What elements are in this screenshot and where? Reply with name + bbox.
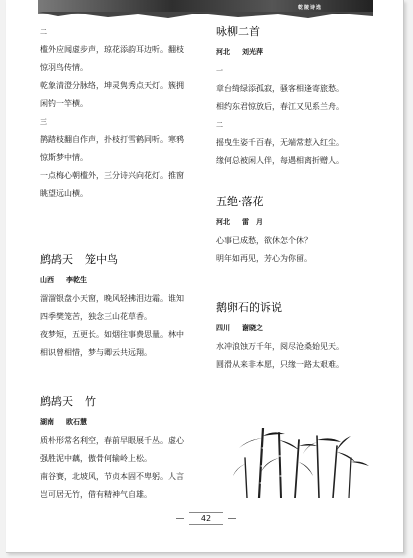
- poem-author: [216, 42, 376, 62]
- poem-line: 溜溜银盘小天窗，晚风轻拂泪边霜。谁知: [40, 294, 184, 303]
- poem-line: 闲钓一竿横。: [40, 99, 88, 108]
- poem-title: 咏柳二首: [216, 25, 260, 38]
- poem-line: 明年如再见，芳心为你留。: [216, 254, 312, 263]
- poem-line: 圆滑从来非本愿，只缘一路太艰难。: [216, 360, 344, 369]
- bamboo-illustration: [229, 428, 375, 498]
- poem-line: 眺望远山横。: [40, 189, 88, 198]
- poem-line: 缘何总被闲人伴，每遇相离折赠人。: [216, 156, 344, 165]
- poem-author: [216, 318, 376, 338]
- page-number-ornament: [228, 518, 236, 519]
- poem-line: 鹊踏枝翻自作声，扑枝打雪鹤同听。寒鸦: [40, 135, 184, 144]
- header-title: 乾陵诗选: [298, 5, 323, 11]
- poem-author: [40, 412, 202, 432]
- poem-title: 鹅卵石的诉说: [216, 301, 282, 314]
- page-number-ornament: [176, 518, 184, 519]
- poem-line: 乾象清澄分脉络，坤灵隽秀点天灯。簇拥: [40, 81, 184, 90]
- author-name: 李乾生: [66, 275, 87, 284]
- right-column: [216, 22, 376, 374]
- poem-title-main: 鹧鸪天: [40, 253, 73, 266]
- stanza-label: 三: [40, 118, 47, 126]
- left-column: [40, 23, 202, 504]
- poem-line: 章台绮绿添孤寂，骚客相逢寄旅愁。: [216, 84, 344, 93]
- stanza-label: 一: [216, 67, 223, 75]
- poem-line: 相约东君惊放后，春江又见系兰舟。: [216, 102, 344, 111]
- poem-author: [216, 212, 376, 232]
- poem-line: 摇曳生姿千百春，无端常惹入红尘。: [216, 138, 344, 147]
- page-number: 42: [189, 512, 223, 525]
- poem-line: 夜梦短，五更长。如烟往事费思量。林中: [40, 330, 184, 339]
- poem-line: 质朴形常名利空，春前早眼展千丛。虚心: [40, 436, 184, 445]
- header-mountain-decoration: [38, 12, 373, 18]
- poem-subtitle: 竹: [85, 395, 96, 408]
- poem-line: 相识曾相惜，梦与卿云共远翔。: [40, 348, 152, 357]
- poem-title: [40, 392, 202, 412]
- poem-line: 岂可居无竹，借有精神气自雄。: [40, 490, 152, 499]
- poem-line: 惊羽鸟传情。: [40, 63, 88, 72]
- poem-title: [216, 192, 376, 212]
- poem-subtitle: 笼中鸟: [85, 253, 118, 266]
- poem-line: 水冲浪蚀万千年，阅尽沧桑始见天。: [216, 342, 344, 351]
- title-dot: ·: [238, 195, 242, 208]
- poem-line: 心事已成愁，欲休怎个休？: [216, 236, 312, 245]
- author-place: 湖南: [40, 417, 54, 426]
- poem-line: 槛外应闻虚步声，琼花添韵耳边听。翻枝: [40, 45, 184, 54]
- author-name: 刘光萍: [242, 47, 263, 56]
- author-place: 河北: [216, 217, 230, 226]
- poem-title-main: 五绝: [216, 195, 238, 208]
- poem-line: 南谷赛，北坡风，节贞本固不卑躬。人言: [40, 472, 184, 481]
- author-name: 雷 月: [242, 217, 263, 226]
- poem-author: [40, 270, 202, 290]
- poem-line: 四季樊笼苦，独念三山花草香。: [40, 312, 152, 321]
- poem-title: [40, 250, 202, 270]
- author-name: 欧石慧: [66, 417, 87, 426]
- poem-line: 强胜泥中藕，傲骨何输岭上松。: [40, 454, 152, 463]
- author-place: 四川: [216, 323, 230, 332]
- poem-title-main: 鹧鸪天: [40, 395, 73, 408]
- author-place: 山西: [40, 275, 54, 284]
- poem-line: 惊斯梦中情。: [40, 153, 88, 162]
- author-place: 河北: [216, 47, 230, 56]
- document-page: [6, 0, 404, 553]
- poem-line: 一点梅心朝槛外，三分诗兴向花灯。推窗: [40, 171, 184, 180]
- author-name: 谢晓之: [242, 323, 263, 332]
- stanza-label: 二: [216, 121, 223, 129]
- poem-subtitle: 落花: [241, 195, 264, 208]
- stanza-label: 二: [40, 28, 47, 36]
